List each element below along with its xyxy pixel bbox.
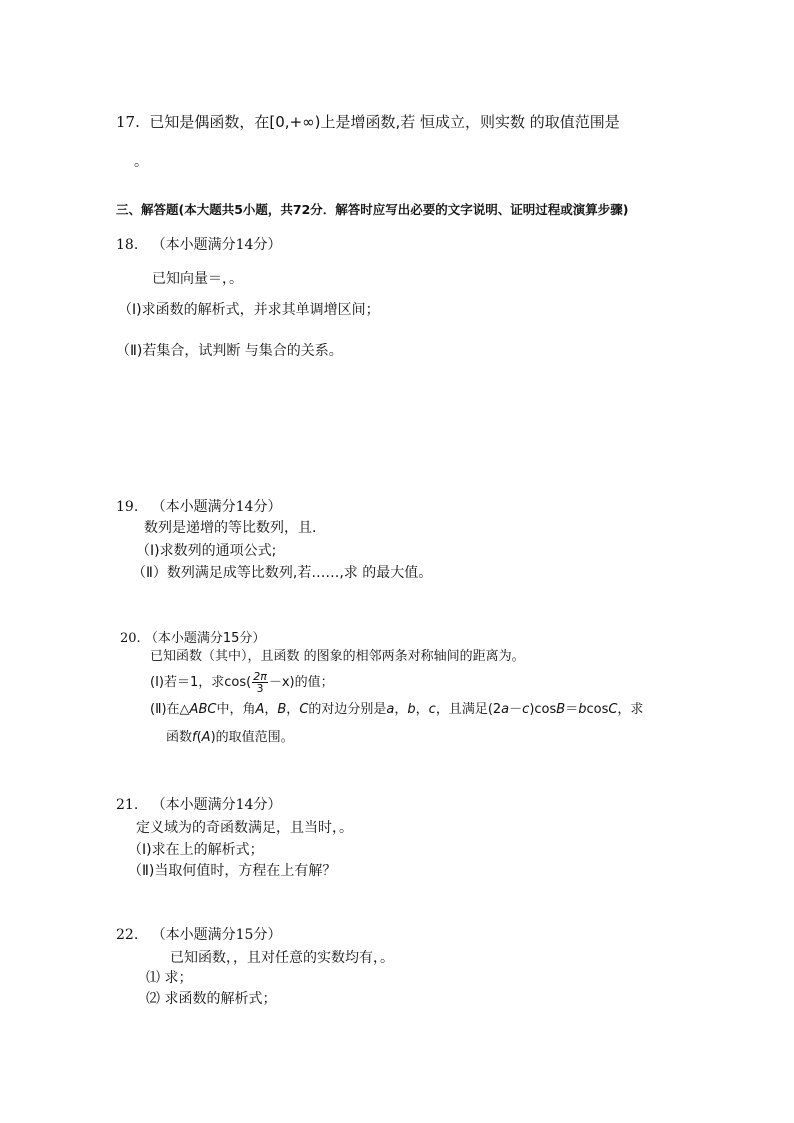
- q18-number: 18.: [116, 237, 139, 253]
- q22-intro: 已知函数，，且对任意的实数均有，。: [170, 950, 394, 966]
- q18-part2: （Ⅱ)若集合，试判断 与集合的关系。: [116, 343, 343, 359]
- q17-text: 已知是偶函数，在[0,+∞)上是增函数,若 恒成立，则实数 的取值范围是: [149, 113, 620, 131]
- q20-part1: (Ⅰ)若＝1，求cos( $\frac{2\pi}{3}$ －x)的值；: [150, 670, 334, 695]
- q19-part1: （Ⅰ)求数列的通项公式;: [136, 543, 277, 559]
- q21-part1: （Ⅰ)求在上的解析式；: [128, 842, 264, 858]
- q20-heading: [120, 630, 265, 648]
- q22-part2: ⑵ 求函数的解析式；: [146, 991, 277, 1007]
- section-heading: 三、解答题(本大题共5小题，共72分．解答时应写出必要的文字说明、证明过程或演算步骤): [116, 202, 629, 217]
- q22-score: （本小题满分15分）: [151, 927, 282, 943]
- q20-number: 20.: [120, 631, 141, 646]
- q20-part2-cont: 函数f(A)的取值范围。: [166, 730, 294, 745]
- q20-score: （本小题满分15分）: [144, 631, 266, 646]
- q22-number: 22.: [116, 927, 139, 943]
- q17-line: [116, 113, 620, 131]
- q22-part1: ⑴ 求；: [146, 970, 193, 986]
- fraction-2pi-over-3: $\frac{2\pi}{3}$: [253, 670, 267, 695]
- q21-heading: [116, 796, 281, 814]
- q19-part2: （Ⅱ）数列满足成等比数列,若……,求 的最大值。: [132, 565, 433, 581]
- q19-score: （本小题满分14分）: [151, 499, 282, 515]
- q19-heading: [116, 498, 281, 516]
- q18-score: （本小题满分14分）: [151, 237, 282, 253]
- q17-tail: 。: [134, 154, 148, 170]
- q21-number: 21.: [116, 797, 139, 813]
- q21-score: （本小题满分14分）: [151, 797, 282, 813]
- q20-intro: 已知函数（其中），且函数 的图象的相邻两条对称轴间的距离为。: [150, 649, 525, 664]
- q19-intro: 数列是递增的等比数列，且.: [144, 520, 317, 536]
- q18-part1: （Ⅰ)求函数的解析式，并求其单调增区间；: [118, 302, 380, 318]
- q21-part2: （Ⅱ)当取何值时，方程在上有解？: [128, 863, 337, 879]
- q21-intro: 定义域为的奇函数满足，且当时，。: [136, 820, 353, 836]
- q19-number: 19.: [116, 499, 139, 515]
- q18-heading: [116, 236, 281, 254]
- q20-part2: (Ⅱ)在△ABC中，角A，B，C的对边分别是a，b，c，且满足(2a－c)cosB＝bcosC，求: [150, 702, 644, 717]
- q18-intro: 已知向量＝，。: [152, 271, 243, 287]
- q17-number: 17.: [116, 113, 140, 131]
- q22-heading: [116, 926, 281, 944]
